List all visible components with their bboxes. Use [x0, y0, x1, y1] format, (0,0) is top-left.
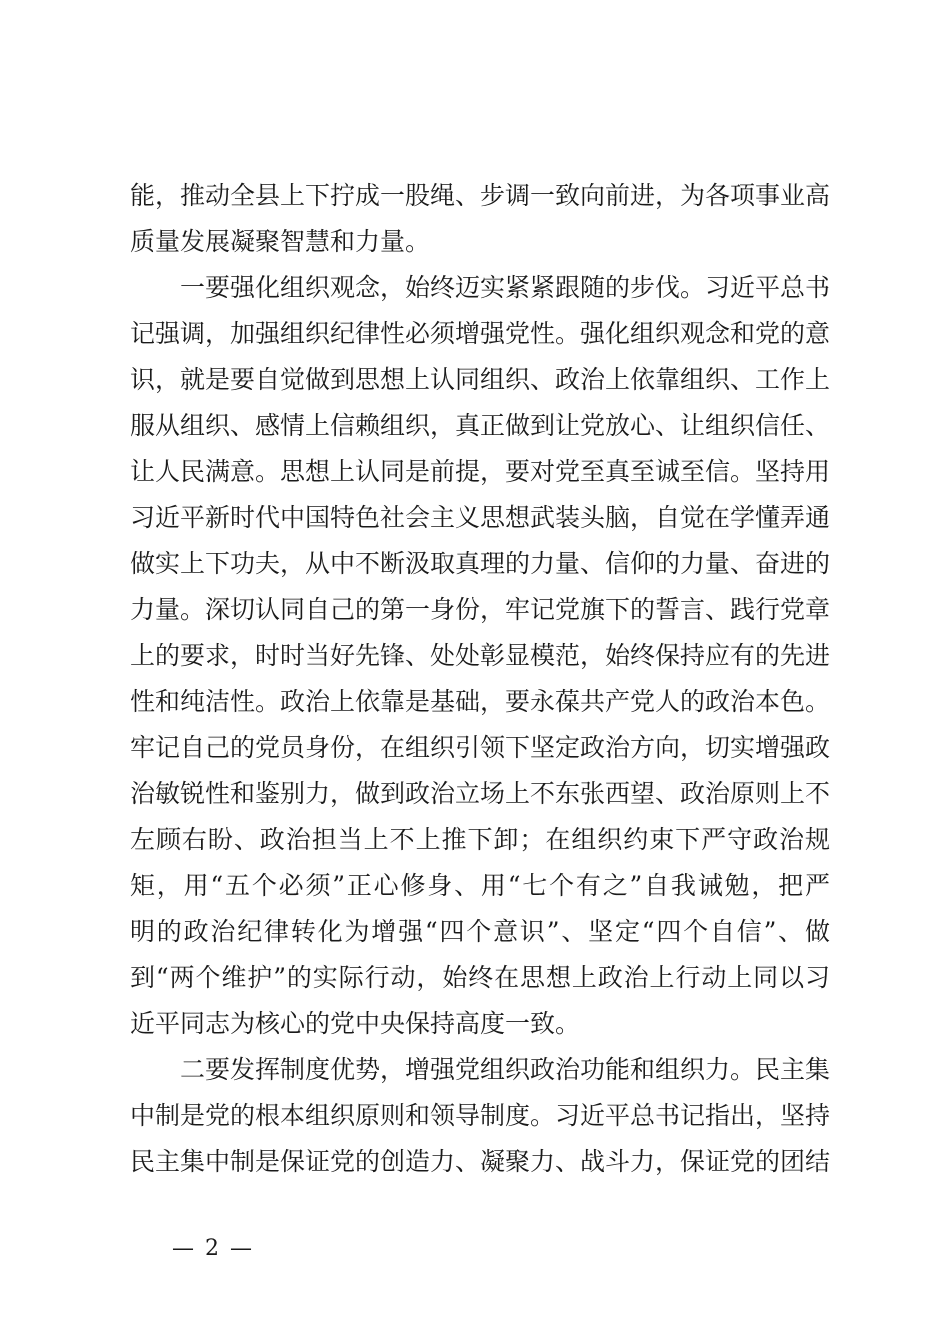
body-text-line: 质量发展凝聚智慧和力量。 [130, 227, 431, 256]
body-text-line: 近平同志为核心的党中央保持高度一致。 [130, 1009, 581, 1038]
body-text-line: 二要发挥制度优势，增强党组织政治功能和组织力。民主集 [180, 1055, 831, 1084]
body-text-line: 记强调，加强组织纪律性必须增强党性。强化组织观念和党的意 [130, 319, 831, 348]
body-text-line: 能，推动全县上下拧成一股绳、步调一致向前进，为各项事业高 [130, 181, 831, 210]
body-text-line: 治敏锐性和鉴别力，做到政治立场上不东张西望、政治原则上不 [130, 779, 831, 808]
body-text-line: 上的要求，时时当好先锋、处处彰显模范，始终保持应有的先进 [130, 641, 831, 670]
body-text-line: 矩，用“五个必须”正心修身、用“七个有之”自我诫勉，把严 [130, 871, 830, 900]
page-number: — 2 — [172, 1236, 254, 1261]
body-text-line: 牢记自己的党员身份，在组织引领下坚定政治方向，切实增强政 [130, 733, 831, 762]
body-text-line: 中制是党的根本组织原则和领导制度。习近平总书记指出，坚持 [130, 1101, 831, 1130]
body-text-line: 做实上下功夫，从中不断汲取真理的力量、信仰的力量、奋进的 [130, 549, 831, 578]
body-text-line: 一要强化组织观念，始终迈实紧紧跟随的步伐。习近平总书 [180, 273, 831, 302]
body-text-line: 明的政治纪律转化为增强“四个意识”、坚定“四个自信”、做 [130, 917, 830, 946]
body-text-line: 力量。深切认同自己的第一身份，牢记党旗下的誓言、践行党章 [130, 595, 831, 624]
body-text-line: 左顾右盼、政治担当上不上推下卸；在组织约束下严守政治规 [130, 825, 830, 854]
body-text-line: 习近平新时代中国特色社会主义思想武装头脑，自觉在学懂弄通 [130, 503, 831, 532]
body-text-line: 到“两个维护”的实际行动，始终在思想上政治上行动上同以习 [130, 963, 830, 992]
body-text-line: 性和纯洁性。政治上依靠是基础，要永葆共产党人的政治本色。 [130, 687, 831, 716]
body-text-line: 识，就是要自觉做到思想上认同组织、政治上依靠组织、工作上 [130, 365, 831, 394]
body-text-line: 让人民满意。思想上认同是前提，要对党至真至诚至信。坚持用 [130, 457, 831, 486]
body-text-line: 服从组织、感情上信赖组织，真正做到让党放心、让组织信任、 [130, 411, 831, 440]
body-text-line: 民主集中制是保证党的创造力、凝聚力、战斗力，保证党的团结 [130, 1147, 831, 1176]
